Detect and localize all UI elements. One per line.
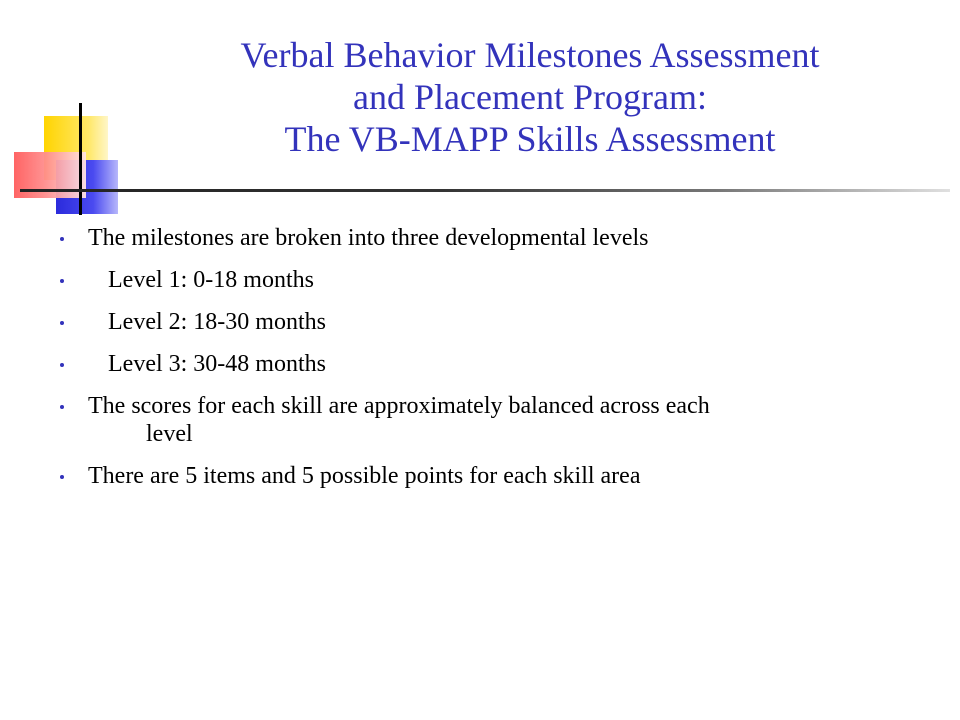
bullet-dot-icon <box>60 475 64 479</box>
bullet-text: Level 1: 0-18 months <box>108 267 314 293</box>
bullet-dot-icon <box>60 237 64 241</box>
bullet-item <box>56 392 936 448</box>
title-underline-rule <box>20 189 950 192</box>
bullet-item <box>56 266 936 294</box>
title-line-3: The VB-MAPP Skills Assessment <box>284 119 776 159</box>
bullet-text: The milestones are broken into three developmental levels <box>88 225 649 251</box>
title-line-1: Verbal Behavior Milestones Assessment <box>240 35 820 75</box>
bullet-dot-icon <box>60 279 64 283</box>
bullet-item <box>56 224 936 252</box>
bullet-dot-icon <box>60 363 64 367</box>
bullet-item <box>56 350 936 378</box>
bullet-text: Level 3: 30-48 months <box>108 351 326 377</box>
bullet-dot-icon <box>60 321 64 325</box>
vertical-rule <box>79 103 82 215</box>
bullet-text-continuation: level <box>146 421 193 447</box>
bullet-item <box>56 462 936 490</box>
bullet-text: There are 5 items and 5 possible points for each skill area <box>88 463 641 489</box>
bullet-text: Level 2: 18-30 months <box>108 309 326 335</box>
bullet-item <box>56 308 936 336</box>
slide-title <box>150 34 910 160</box>
bullet-dot-icon <box>60 405 64 409</box>
title-line-2: and Placement Program: <box>353 77 707 117</box>
bullet-list <box>56 224 936 504</box>
bullet-text: The scores for each skill are approximately balanced across each <box>88 393 710 419</box>
